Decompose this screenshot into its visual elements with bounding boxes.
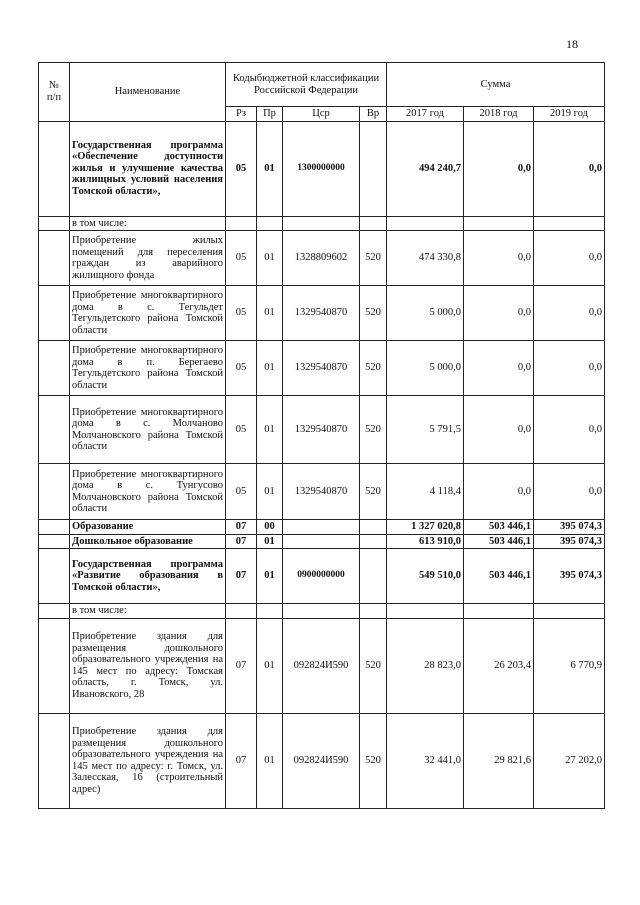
row-pr: 01 bbox=[257, 534, 283, 549]
row-csr: 1329540870 bbox=[283, 464, 360, 520]
row-vr: 520 bbox=[360, 713, 387, 808]
row-name: Государственная программа «Развитие образования в Томской области», bbox=[70, 549, 226, 604]
row-rz: 05 bbox=[226, 121, 257, 216]
row-2017: 5 000,0 bbox=[387, 341, 464, 396]
table-row bbox=[39, 286, 605, 341]
row-2018: 503 446,1 bbox=[464, 520, 534, 535]
row-vr bbox=[360, 121, 387, 216]
table-row bbox=[39, 520, 605, 535]
table-row bbox=[39, 396, 605, 464]
table-row bbox=[39, 121, 605, 216]
row-2019: 0,0 bbox=[534, 121, 605, 216]
row-csr: 1329540870 bbox=[283, 341, 360, 396]
row-vr: 520 bbox=[360, 618, 387, 713]
row-csr: 092824И590 bbox=[283, 713, 360, 808]
row-rz: 05 bbox=[226, 341, 257, 396]
header-2017: 2017 год bbox=[387, 107, 464, 122]
header-pr: Пр bbox=[257, 107, 283, 122]
table-row bbox=[39, 713, 605, 808]
table-row bbox=[39, 231, 605, 286]
row-2019: 0,0 bbox=[534, 341, 605, 396]
row-vr: 520 bbox=[360, 396, 387, 464]
row-2018: 29 821,6 bbox=[464, 713, 534, 808]
row-pr: 01 bbox=[257, 549, 283, 604]
row-name: в том числе: bbox=[70, 216, 226, 231]
row-name: в том числе: bbox=[70, 604, 226, 619]
row-rz: 07 bbox=[226, 618, 257, 713]
row-2019: 395 074,3 bbox=[534, 534, 605, 549]
row-2018: 26 203,4 bbox=[464, 618, 534, 713]
row-2017: 4 118,4 bbox=[387, 464, 464, 520]
table-row bbox=[39, 341, 605, 396]
row-2019: 6 770,9 bbox=[534, 618, 605, 713]
row-pr: 00 bbox=[257, 520, 283, 535]
row-2017: 549 510,0 bbox=[387, 549, 464, 604]
header-codes: Кодыбюджетной классификации Российской Федерации bbox=[226, 63, 387, 107]
page-number: 18 bbox=[566, 37, 578, 51]
row-pr: 01 bbox=[257, 713, 283, 808]
row-vr: 520 bbox=[360, 231, 387, 286]
table-row bbox=[39, 534, 605, 549]
row-name: Приобретение многоквартирного дома в с. Тунгусово Молчановского района Томской области bbox=[70, 464, 226, 520]
row-vr: 520 bbox=[360, 464, 387, 520]
row-2017: 5 000,0 bbox=[387, 286, 464, 341]
row-rz: 05 bbox=[226, 231, 257, 286]
header-rz: Рз bbox=[226, 107, 257, 122]
row-pr: 01 bbox=[257, 618, 283, 713]
row-2019: 0,0 bbox=[534, 231, 605, 286]
row-csr: 092824И590 bbox=[283, 618, 360, 713]
header-2018: 2018 год bbox=[464, 107, 534, 122]
row-vr bbox=[360, 534, 387, 549]
row-2017: 613 910,0 bbox=[387, 534, 464, 549]
row-2017: 1 327 020,8 bbox=[387, 520, 464, 535]
row-rz: 07 bbox=[226, 534, 257, 549]
row-name: Дошкольное образование bbox=[70, 534, 226, 549]
row-2018: 0,0 bbox=[464, 341, 534, 396]
row-csr: 1329540870 bbox=[283, 396, 360, 464]
budget-table bbox=[38, 62, 605, 809]
row-pr: 01 bbox=[257, 121, 283, 216]
header-vr: Вр bbox=[360, 107, 387, 122]
row-name: Приобретение многоквартирного дома в п. Берегаево Тегульдетского района Томской области bbox=[70, 341, 226, 396]
row-2019: 0,0 bbox=[534, 396, 605, 464]
row-csr bbox=[283, 534, 360, 549]
row-rz: 07 bbox=[226, 713, 257, 808]
row-name: Приобретение многоквартирного дома в с. Молчаново Молчановского района Томской области bbox=[70, 396, 226, 464]
row-rz: 07 bbox=[226, 520, 257, 535]
row-rz: 05 bbox=[226, 464, 257, 520]
row-2017: 28 823,0 bbox=[387, 618, 464, 713]
row-2018: 0,0 bbox=[464, 121, 534, 216]
row-csr: 1300000000 bbox=[283, 121, 360, 216]
row-pr: 01 bbox=[257, 396, 283, 464]
header-csr: Цср bbox=[283, 107, 360, 122]
row-vr bbox=[360, 549, 387, 604]
row-name: Приобретение здания для размещения дошкольного образовательного учреждения на 145 мест по адресу: Томская область, г. Томск, ул. Ивановского, 28 bbox=[70, 618, 226, 713]
row-vr bbox=[360, 520, 387, 535]
row-pr: 01 bbox=[257, 231, 283, 286]
header-sum: Сумма bbox=[387, 63, 605, 107]
row-2018: 0,0 bbox=[464, 231, 534, 286]
table-row bbox=[39, 618, 605, 713]
row-rz: 05 bbox=[226, 396, 257, 464]
row-2018: 503 446,1 bbox=[464, 549, 534, 604]
table-row bbox=[39, 549, 605, 604]
row-2017: 32 441,0 bbox=[387, 713, 464, 808]
row-2019: 0,0 bbox=[534, 286, 605, 341]
row-csr: 1329540870 bbox=[283, 286, 360, 341]
row-2019: 27 202,0 bbox=[534, 713, 605, 808]
row-2017: 474 330,8 bbox=[387, 231, 464, 286]
header-num: № п/п bbox=[39, 63, 70, 122]
header-2019: 2019 год bbox=[534, 107, 605, 122]
row-2019: 0,0 bbox=[534, 464, 605, 520]
row-2018: 0,0 bbox=[464, 286, 534, 341]
row-2018: 503 446,1 bbox=[464, 534, 534, 549]
row-name: Образование bbox=[70, 520, 226, 535]
header-name: Наименование bbox=[70, 63, 226, 122]
row-rz: 05 bbox=[226, 286, 257, 341]
row-rz: 07 bbox=[226, 549, 257, 604]
row-name: Приобретение здания для размещения дошкольного образовательного учреждения на 145 мест по адресу: г. Томск, ул. Залесская, 16 (строительный адрес) bbox=[70, 713, 226, 808]
row-2018: 0,0 bbox=[464, 396, 534, 464]
table-row bbox=[39, 464, 605, 520]
row-2017: 5 791,5 bbox=[387, 396, 464, 464]
row-pr: 01 bbox=[257, 464, 283, 520]
row-vr: 520 bbox=[360, 341, 387, 396]
row-vr: 520 bbox=[360, 286, 387, 341]
row-csr: 1328809602 bbox=[283, 231, 360, 286]
row-pr: 01 bbox=[257, 286, 283, 341]
row-2019: 395 074,3 bbox=[534, 520, 605, 535]
row-2019: 395 074,3 bbox=[534, 549, 605, 604]
row-name: Приобретение многоквартирного дома в с. Тегульдет Тегульдетского района Томской области bbox=[70, 286, 226, 341]
table-row bbox=[39, 216, 605, 231]
row-csr bbox=[283, 520, 360, 535]
row-2017: 494 240,7 bbox=[387, 121, 464, 216]
row-csr: 0900000000 bbox=[283, 549, 360, 604]
row-name: Государственная программа «Обеспечение доступности жилья и улучшение качества жилищных условий населения Томской области», bbox=[70, 121, 226, 216]
row-name: Приобретение жилых помещений для переселения граждан из аварийного жилищного фонда bbox=[70, 231, 226, 286]
row-2018: 0,0 bbox=[464, 464, 534, 520]
table-row bbox=[39, 604, 605, 619]
row-pr: 01 bbox=[257, 341, 283, 396]
